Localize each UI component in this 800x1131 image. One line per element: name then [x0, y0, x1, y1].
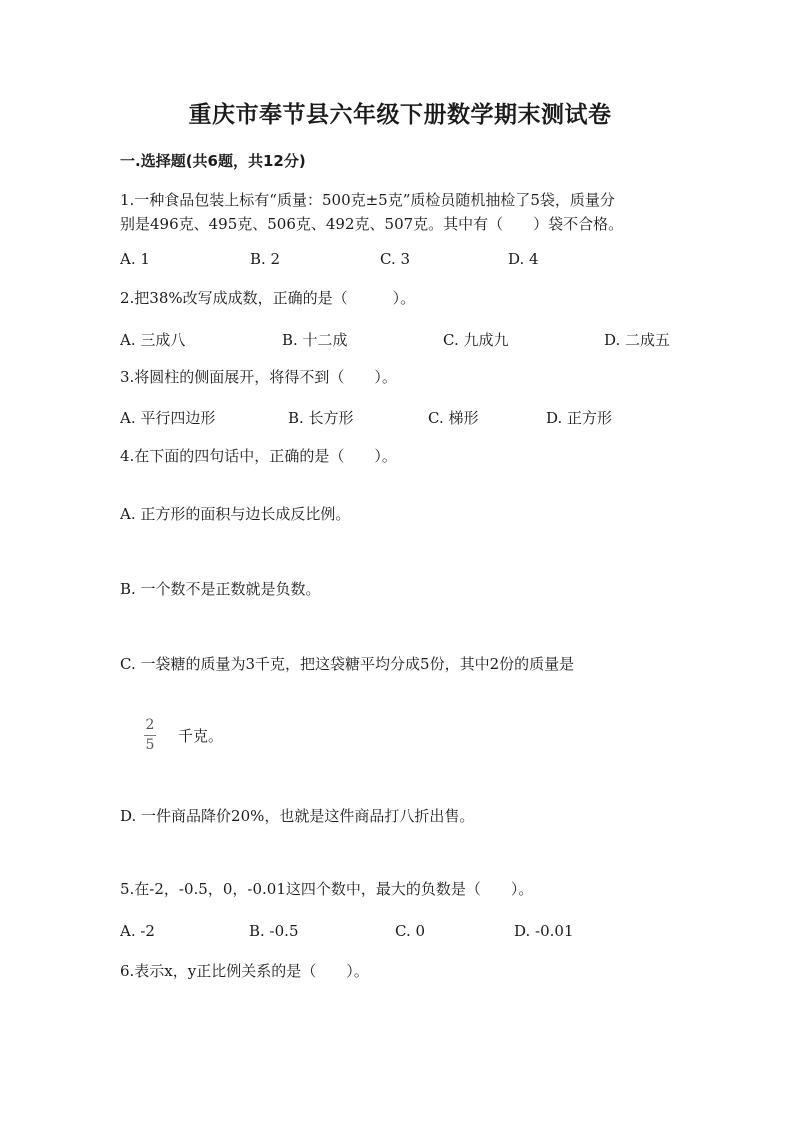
question-3-line-1: 3.将圆柱的侧面展开，将得不到（ ）。 — [120, 368, 397, 386]
question-4-line-1: 4.在下面的四句话中，正确的是（ ）。 — [120, 447, 397, 465]
question-4-option-b: B. 一个数不是正数就是负数。 — [120, 580, 321, 598]
page-title: 重庆市奉节县六年级下册数学期末测试卷 — [188, 101, 612, 128]
question-3-option-c: C. 梯形 — [428, 409, 479, 427]
fraction-bar — [144, 735, 156, 736]
section-heading: 一.选择题(共6题，共12分) — [120, 152, 306, 170]
question-4-option-a: A. 正方形的面积与边长成反比例。 — [120, 505, 351, 523]
question-5-line-1: 5.在-2，-0.5，0，-0.01这四个数中，最大的负数是（ ）。 — [120, 880, 534, 898]
fraction — [144, 717, 156, 754]
question-1-option-c: C. 3 — [380, 250, 411, 268]
question-5-option-a: A. -2 — [120, 922, 155, 940]
question-1-option-b: B. 2 — [250, 250, 281, 268]
question-1-line-1: 1.一种食品包装上标有“质量：500克±5克”质检员随机抽检了5袋，质量分 — [120, 191, 615, 209]
fraction-denominator: 5 — [145, 737, 155, 753]
question-6-line-1: 6.表示x，y正比例关系的是（ ）。 — [120, 962, 369, 980]
question-1-option-a: A. 1 — [120, 250, 150, 268]
question-2-line-1: 2.把38%改写成成数，正确的是（ ）。 — [120, 289, 416, 307]
question-3-option-b: B. 长方形 — [288, 409, 354, 427]
question-2-option-b: B. 十二成 — [282, 331, 348, 349]
question-5-option-b: B. -0.5 — [249, 922, 299, 940]
question-2-option-a: A. 三成八 — [120, 331, 186, 349]
question-2-option-d: D. 二成五 — [604, 331, 671, 349]
question-3-option-a: A. 平行四边形 — [120, 409, 216, 427]
question-5-option-c: C. 0 — [395, 922, 426, 940]
question-5-option-d: D. -0.01 — [514, 922, 574, 940]
question-2-option-c: C. 九成九 — [443, 331, 509, 349]
question-4-option-d: D. 一件商品降价20%，也就是这件商品打八折出售。 — [120, 807, 475, 825]
fraction-numerator: 2 — [145, 717, 155, 733]
question-1-line-2: 别是496克、495克、506克、492克、507克。其中有（ ）袋不合格。 — [120, 215, 624, 233]
question-3-option-d: D. 正方形 — [546, 409, 613, 427]
question-4-fraction-row — [144, 717, 223, 754]
question-1-option-d: D. 4 — [508, 250, 539, 268]
question-4-option-c: C. 一袋糖的质量为3千克，把这袋糖平均分成5份，其中2份的质量是 — [120, 655, 575, 673]
fraction-suffix: 千克。 — [178, 727, 224, 745]
